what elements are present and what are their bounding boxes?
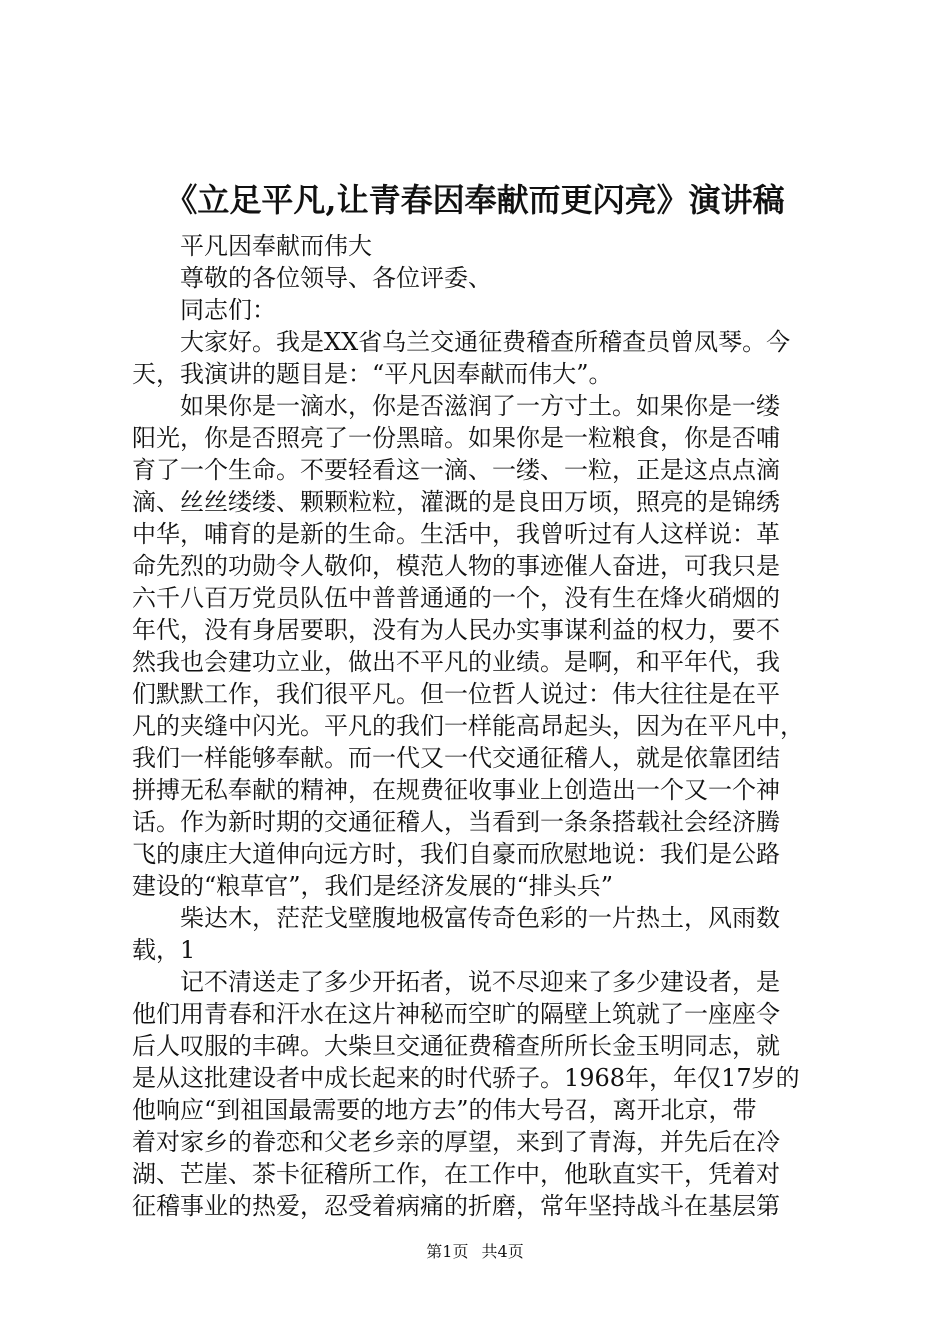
text-line: 育了一个生命。不要轻看这一滴、一缕、一粒，正是这点点滴 xyxy=(132,456,780,484)
text-line: 他响应“到祖国最需要的地方去”的伟大号召，离开北京，带 xyxy=(132,1096,757,1124)
salutation-line: 同志们： xyxy=(180,296,276,324)
text-line: 载，1 xyxy=(132,936,196,964)
document-body xyxy=(132,230,832,1222)
text-line: 然我也会建功立业，做出不平凡的业绩。是啊，和平年代，我 xyxy=(132,648,780,676)
page-total: 共4页 xyxy=(481,1242,524,1261)
text-line: 湖、芒崖、茶卡征稽所工作，在工作中，他耿直实干，凭着对 xyxy=(132,1160,780,1188)
text-line: 六千八百万党员队伍中普普通通的一个，没有生在烽火硝烟的 xyxy=(132,584,780,612)
text-line: 天，我演讲的题目是：“平凡因奉献而伟大”。 xyxy=(132,360,613,388)
text-line: 是从这批建设者中成长起来的时代骄子。1968年，年仅17岁的 xyxy=(132,1064,800,1092)
text-line: 中华，哺育的是新的生命。生活中，我曾听过有人这样说：革 xyxy=(132,520,780,548)
text-line: 飞的康庄大道伸向远方时，我们自豪而欣慰地说：我们是公路 xyxy=(132,840,780,868)
text-line: 我们一样能够奉献。而一代又一代交通征稽人，就是依靠团结 xyxy=(132,744,780,772)
document-title: 《立足平凡,让青春因奉献而更闪亮》演讲稿 xyxy=(165,181,785,219)
text-line: 后人叹服的丰碑。大柴旦交通征费稽查所所长金玉明同志，就 xyxy=(132,1032,780,1060)
text-line: 年代，没有身居要职，没有为人民办实事谋利益的权力，要不 xyxy=(132,616,780,644)
text-line: 着对家乡的眷恋和父老乡亲的厚望，来到了青海，并先后在冷 xyxy=(132,1128,780,1156)
text-line: 拼搏无私奉献的精神，在规费征收事业上创造出一个又一个神 xyxy=(132,776,780,804)
page-number: 第1页 xyxy=(426,1242,469,1261)
text-line: 们默默工作，我们很平凡。但一位哲人说过：伟大往往是在平 xyxy=(132,680,780,708)
text-line: 征稽事业的热爱，忍受着病痛的折磨，常年坚持战斗在基层第 xyxy=(132,1192,780,1220)
text-line: 柴达木，茫茫戈壁腹地极富传奇色彩的一片热土，风雨数 xyxy=(180,904,780,932)
text-line: 滴、丝丝缕缕、颗颗粒粒，灌溉的是良田万顷，照亮的是锦绣 xyxy=(132,488,780,516)
text-line: 命先烈的功勋令人敬仰，模范人物的事迹催人奋进，可我只是 xyxy=(132,552,780,580)
text-line: 阳光，你是否照亮了一份黑暗。如果你是一粒粮食，你是否哺 xyxy=(132,424,780,452)
text-line: 他们用青春和汗水在这片神秘而空旷的隔壁上筑就了一座座令 xyxy=(132,1000,780,1028)
subtitle-line: 平凡因奉献而伟大 xyxy=(180,232,372,260)
text-line: 凡的夹缝中闪光。平凡的我们一样能高昂起头，因为在平凡中， xyxy=(132,712,804,740)
text-line: 话。作为新时期的交通征稽人，当看到一条条搭载社会经济腾 xyxy=(132,808,780,836)
text-line: 大家好。我是XX省乌兰交通征费稽查所稽查员曾凤琴。今 xyxy=(180,328,791,356)
page-footer xyxy=(0,1242,950,1262)
salutation-line: 尊敬的各位领导、各位评委、 xyxy=(180,264,492,292)
text-line: 如果你是一滴水，你是否滋润了一方寸土。如果你是一缕 xyxy=(180,392,780,420)
text-line: 记不清送走了多少开拓者，说不尽迎来了多少建设者，是 xyxy=(180,968,780,996)
text-line: 建设的“粮草官”，我们是经济发展的“排头兵” xyxy=(132,872,614,900)
